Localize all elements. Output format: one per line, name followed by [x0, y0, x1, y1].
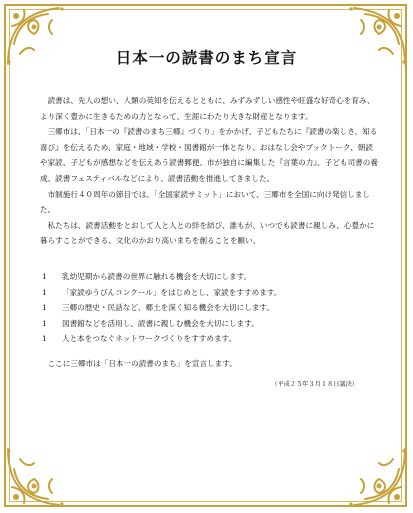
- resolution-date: （平成２５年３月１８日議決）: [271, 380, 358, 388]
- list-number: 1: [42, 303, 47, 313]
- list-item: [40, 331, 378, 347]
- list-number: 1: [42, 271, 47, 281]
- corner-ornament-icon: [4, 439, 74, 509]
- pledge-list: [40, 269, 378, 347]
- list-item: [40, 285, 378, 301]
- list-number: 1: [42, 287, 47, 297]
- list-text: 三郷の歴史・民話など、郷土を深く知る機会を大切にします。: [62, 303, 275, 313]
- closing-statement: ここに三郷市は「日本一の読書のまち」を宣言します。: [47, 358, 237, 368]
- list-text: 図書館などを活用し、読書に親しむ機会を大切にします。: [62, 318, 259, 328]
- declaration-body: [40, 93, 378, 392]
- paragraph-initiatives: 三郷市は、「日本一の『読書のまち三郷』づくり」をかかげ、子どもたちに『読書の楽しさ、知る喜び』を伝えるため、家庭・地域・学校・図書館が一体となり、おはなし会やブックトーク、朝読や家読、子どもが感想などを伝えあう読書郵便、市が独自に編集した『言葉の力』、子ども司書の養成、読書フェスティバルなどにより、読書活動を推進してきました。: [40, 127, 378, 183]
- list-text: 「家読ゆうびんコンクール」をはじめとし、家読をすすめます。: [62, 287, 282, 297]
- list-number: 1: [42, 318, 47, 328]
- list-text: 人と本をつなぐネットワークづくりをすすめます。: [62, 334, 237, 344]
- corner-ornament-icon: [339, 439, 409, 509]
- list-item: [40, 316, 378, 332]
- page-title: 日本一の読書のまち宣言: [115, 48, 298, 67]
- list-text: 乳幼児期から読書の世界に触れる機会を大切にします。: [62, 271, 252, 281]
- paragraph-anniversary: 市制施行４０周年の節目では、「全国家読サミット」において、三郷市を全国に向け発信しました。: [40, 189, 371, 215]
- paragraph-wish: 私たちは、読書活動をとおして人と人との絆を結び、誰もが、いつでも読書に親しみ、心豊かに暮らすことができる、文化のかおり高いまちを創ることを願い、: [40, 220, 375, 246]
- list-item: [40, 300, 378, 316]
- list-number: 1: [42, 334, 47, 344]
- list-item: [40, 269, 378, 285]
- paragraph-intro: 読書は、先人の想い、人類の英知を伝えるとともに、みずみずしい感性や旺盛な好奇心を育み、より深く豊かに生きるための力となって、生涯にわたり大きな財産となります。: [40, 96, 375, 121]
